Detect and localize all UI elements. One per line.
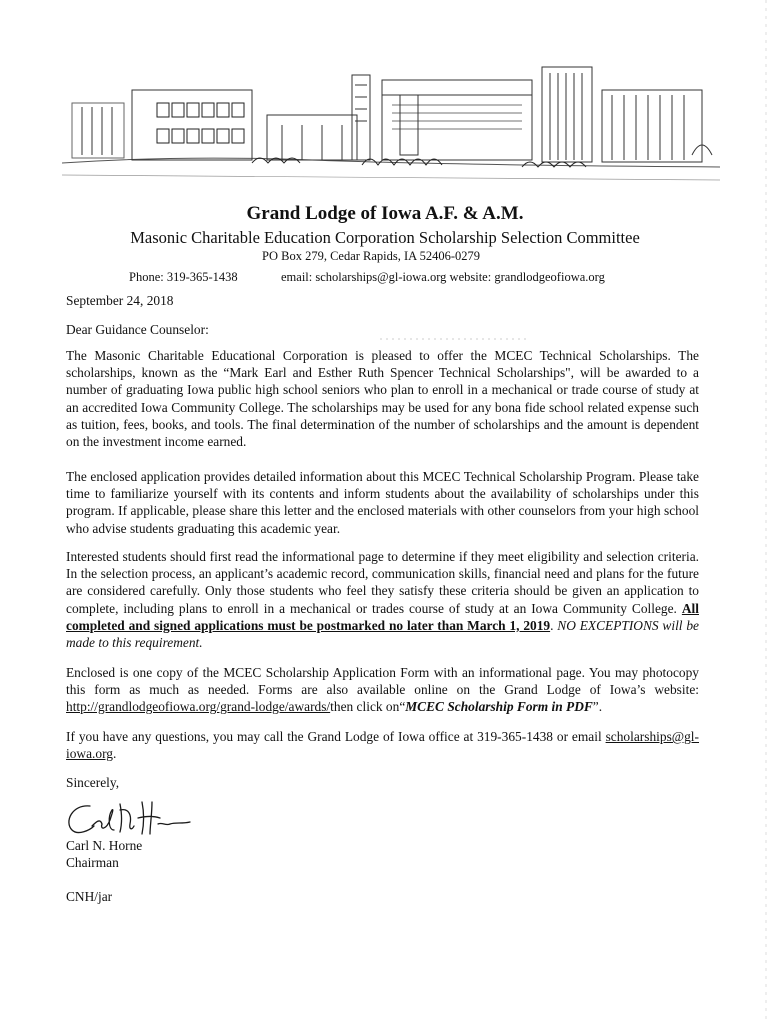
questions-end: . [113,746,117,762]
scan-edge-marks [758,0,770,1024]
scan-dust [380,336,530,342]
typist-initials: CNH/jar [66,889,113,904]
signer-name: Carl N. Horne [66,838,143,853]
mailing-address: PO Box 279, Cedar Rapids, IA 52406-0279 [262,249,481,263]
paragraph-forms [66,664,699,716]
questions-text: If you have any questions, you may call the Grand Lodge of Iowa office at 319-365-1438 or email [66,729,606,744]
handwritten-signature [62,796,202,840]
letter-date: September 24, 2018 [66,293,174,308]
committee-subtitle: Masonic Charitable Education Corporation Scholarship Selection Committee [130,228,640,247]
closing: Sincerely, [66,775,120,790]
forms-then-text: then click on“ [330,699,406,715]
salutation: Dear Guidance Counselor: [66,322,209,337]
scholarship-form-pdf-link[interactable]: MCEC Scholarship Form in PDF [405,699,593,715]
awards-page-link[interactable]: http://grandlodgeofiowa.org/grand-lodge/awards/ [66,699,331,715]
paragraph-intro: The Masonic Charitable Educational Corporation is pleased to offer the MCEC Technical Scholarships. The scholarships, known as the “Mark Earl and Esther Ruth Spencer Technical Scholarships", will be awarded to a number of graduating Iowa public high school seniors who plan to enroll in a mechanical or trade course of study at an accredited Iowa Community College. The scholarships may be used for any bona fide school related expense such as tuition, fees, books, and tools. The final determination of the number of scholarships and the amount is dependent on the investment income earned. [66,348,699,450]
building-sketch-image [62,55,720,190]
paragraph-enclosed-application: The enclosed application provides detailed information about this MCEC Technical Scholarship Program. Please take time to familiarize yourself with its contents and inform students about the availability of scholarships under this program. If applicable, please share this letter and the enclosed materials with other counselors from your high school who advise students graduating this academic year. [66,469,699,536]
phone-number: Phone: 319-365-1438 [129,270,238,284]
paragraph-questions [66,728,699,762]
scholarship-email-link[interactable]: scholarships@gl-iowa.org [66,729,699,762]
deadline-punctuation: . [550,617,558,633]
deadline-notice: All completed and signed applications must be postmarked no later than March 1, 2019 [66,600,699,633]
forms-text: Enclosed is one copy of the MCEC Scholarship Application Form with an informational page. You may photocopy this form as much as needed. Forms are also available online on the Grand Lodge of Iowa’s website: [66,665,699,698]
signer-title: Chairman [66,855,119,870]
paragraph-eligibility [66,548,699,651]
no-exceptions-notice: NO EXCEPTIONS will be made to this requirement. [66,617,699,651]
org-title: Grand Lodge of Iowa A.F. & A.M. [246,203,524,224]
eligibility-text: Interested students should first read the informational page to determine if they meet eligibility and selection criteria. In the selection process, an applicant’s academic record, communication skills, financial need and plans for the future are considered carefully. Only those students who feel they satisfy these criteria should be given an application to complete, including plans to enroll in a mechanical or trades course of study at an Iowa Community College. [66,549,699,616]
email-website: email: scholarships@gl-iowa.org website: grandlodgeofiowa.org [281,270,605,284]
forms-end-text: ”. [592,699,603,715]
